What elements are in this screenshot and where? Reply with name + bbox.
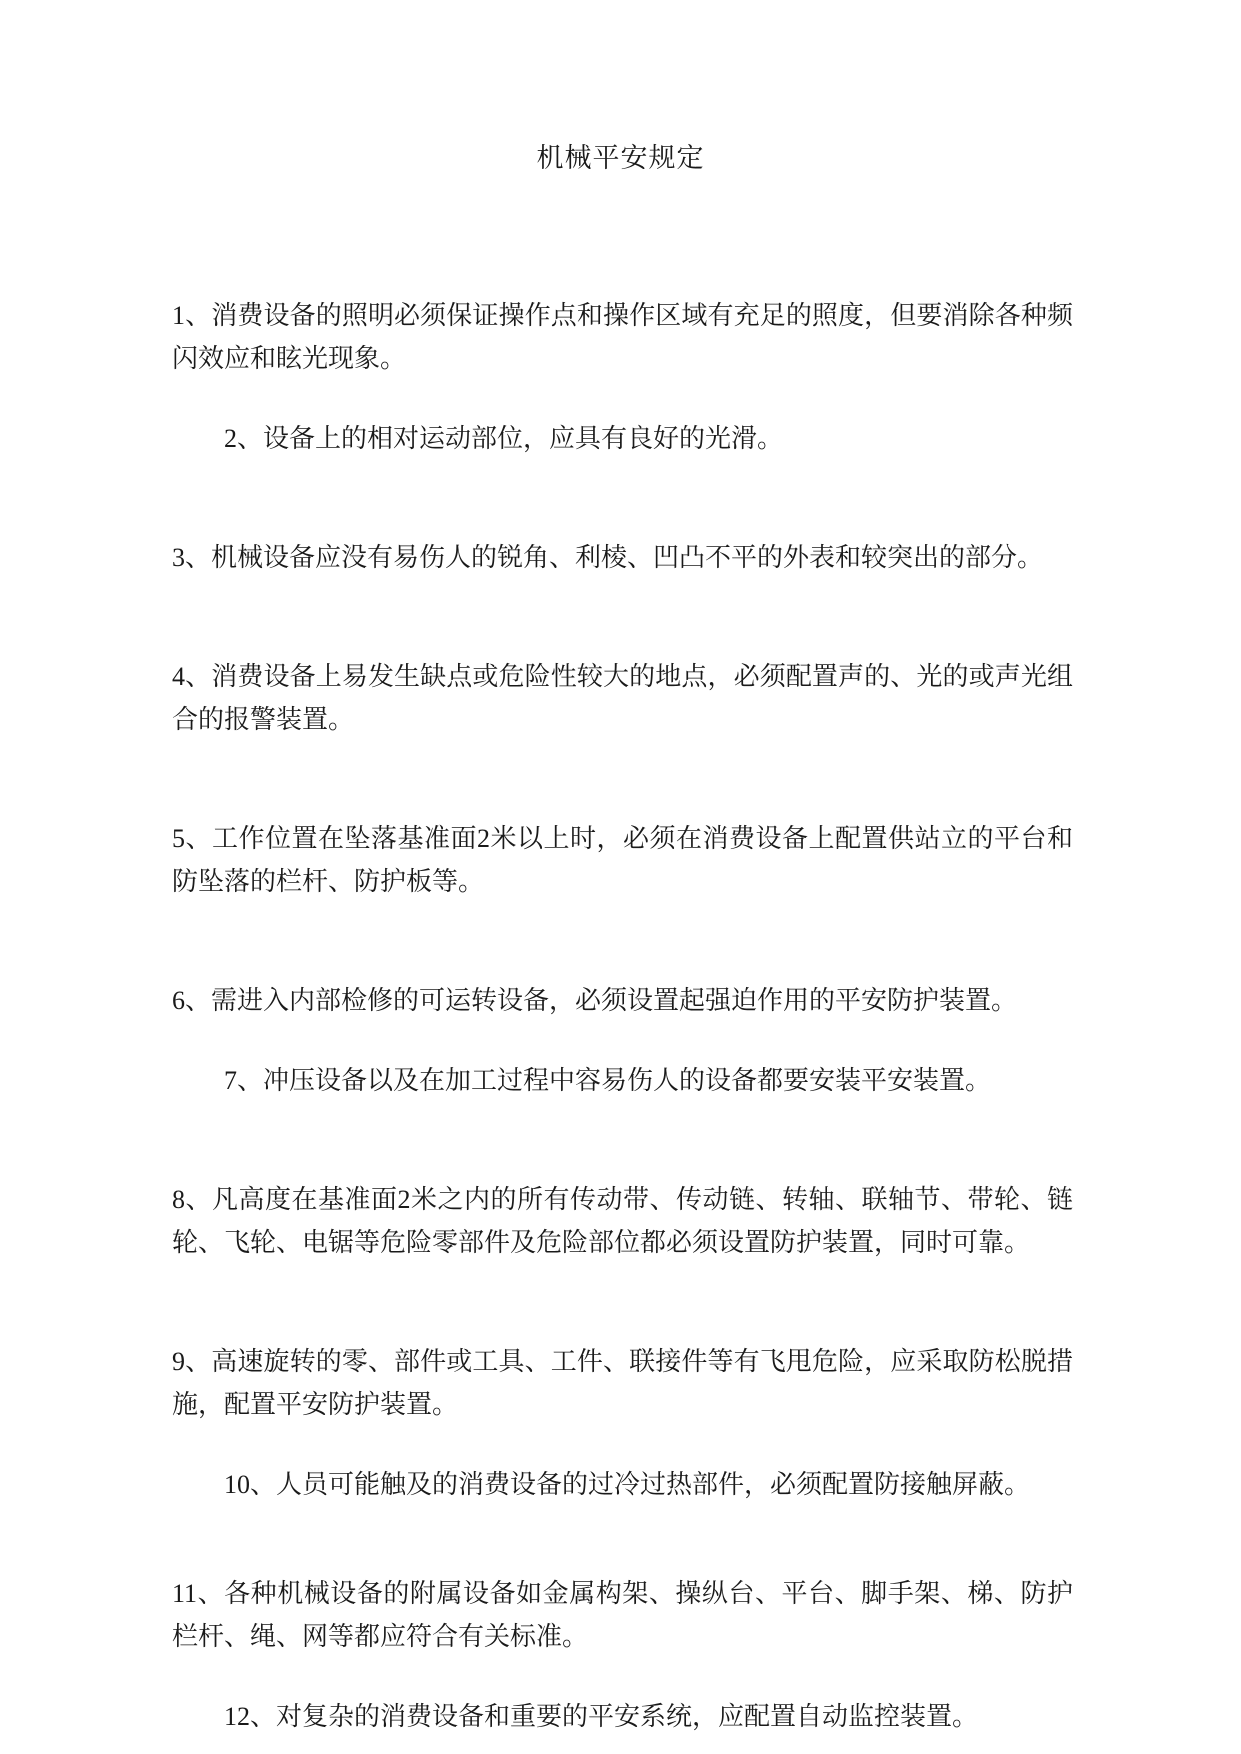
paragraph-5: 5、工作位置在坠落基准面2米以上时，必须在消费设备上配置供站立的平台和防坠落的栏杆、防护板等。: [172, 824, 1073, 896]
paragraph-4: 4、消费设备上易发生缺点或危险性较大的地点，必须配置声的、光的或声光组合的报警装置。: [172, 662, 1073, 734]
paragraph-9: 9、高速旋转的零、部件或工具、工件、联接件等有飞甩危险，应采取防松脱措施，配置平安防护装置。: [172, 1347, 1073, 1419]
paragraph-7: 7、冲压设备以及在加工过程中容易伤人的设备都要安装平安装置。: [224, 1066, 992, 1095]
paragraph-11: 11、各种机械设备的附属设备如金属构架、操纵台、平台、脚手架、梯、防护栏杆、绳、网等都应符合有关标准。: [172, 1579, 1073, 1651]
paragraph-8: 8、凡高度在基准面2米之内的所有传动带、传动链、转轴、联轴节、带轮、链轮、飞轮、电锯等危险零部件及危险部位都必须设置防护装置，同时可靠。: [172, 1185, 1073, 1257]
paragraph-3: 3、机械设备应没有易伤人的锐角、利棱、凹凸不平的外表和较突出的部分。: [172, 543, 1044, 572]
paragraph-1: 1、消费设备的照明必须保证操作点和操作区域有充足的照度，但要消除各种频闪效应和眩光现象。: [172, 301, 1073, 373]
paragraph-6: 6、需进入内部检修的可运转设备，必须设置起强迫作用的平安防护装置。: [172, 986, 1018, 1015]
document-title: 机械平安规定: [536, 143, 705, 173]
paragraph-10: 10、人员可能触及的消费设备的过冷过热部件，必须配置防接触屏蔽。: [224, 1470, 1031, 1499]
paragraph-12: 12、对复杂的消费设备和重要的平安系统，应配置自动监控装置。: [224, 1702, 979, 1731]
paragraph-2: 2、设备上的相对运动部位，应具有良好的光滑。: [224, 424, 784, 453]
document-body: [0, 294, 1241, 1738]
